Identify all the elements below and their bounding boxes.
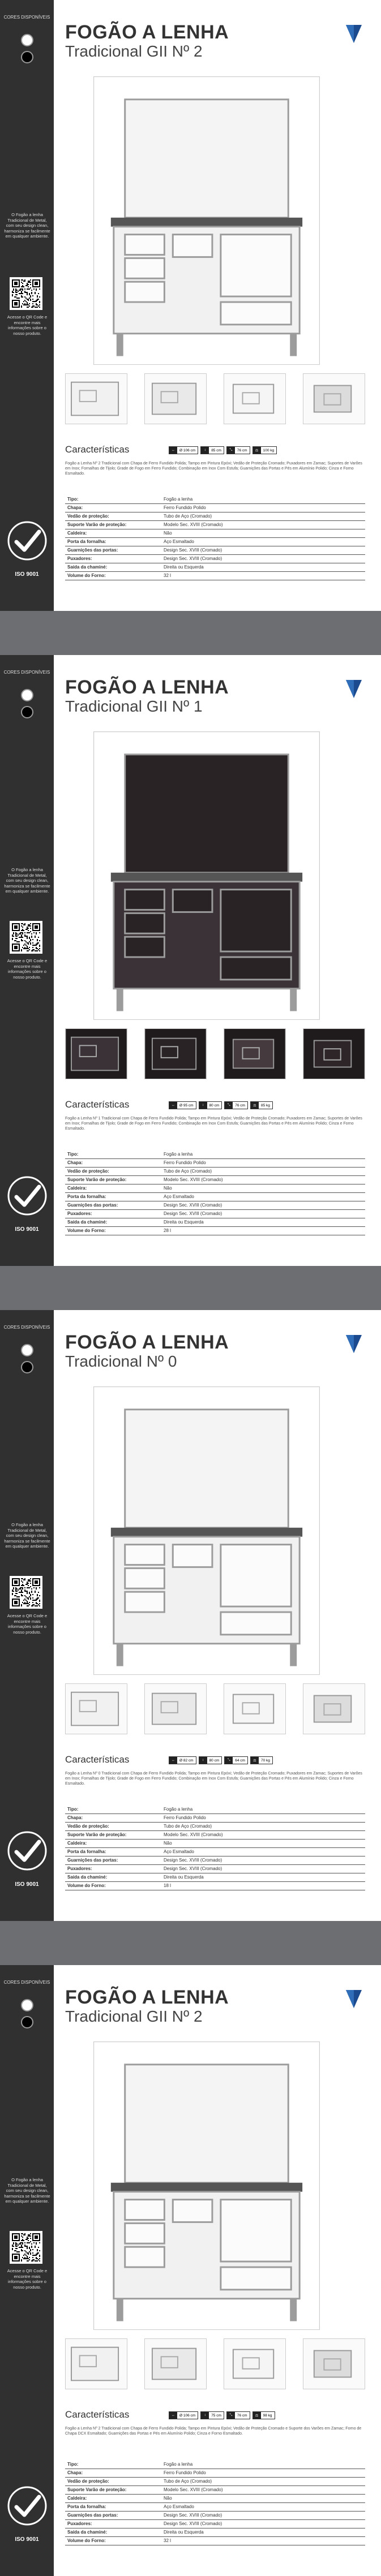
dimension-badge	[252, 446, 277, 454]
color-swatch-black[interactable]	[21, 1361, 33, 1373]
spec-value: Ferro Fundido Polido	[161, 2469, 365, 2477]
dimension-icon: ↔	[169, 1757, 177, 1764]
spec-key: Tipo:	[65, 1805, 161, 1813]
thumbnail-strip	[65, 1028, 365, 1079]
qr-code[interactable]	[10, 277, 42, 310]
spec-key: Saída da chaminé:	[65, 2528, 161, 2536]
dimension-value: 80 cm	[209, 1758, 220, 1763]
dimension-value: 98 kg	[263, 2413, 272, 2418]
dimension-icon: ↔	[169, 2412, 177, 2419]
spec-value: Tubo de Aço (Cromado)	[161, 512, 365, 520]
dimension-value: Ø 106 cm	[179, 448, 196, 453]
brand-logo-icon	[343, 1988, 365, 2010]
spec-value: Modelo Sec. XVIII (Cromado)	[161, 2485, 365, 2494]
product-description: Fogão a Lenha Nº 2 Tradicional com Chapa de Ferro Fundido Polida; Tampo em Pintura Epóxi; Vedão de Proteção Cromado e Suporte dos Varões em Zamac; Forno de Chapa DCX Esmaltado; Guarnições das Portas e Pés em Alumínio Polido; Cinza e Forno Esmaltado.	[65, 2427, 362, 2436]
spec-row	[65, 2519, 365, 2528]
iso-label: ISO 9001	[15, 1226, 39, 1233]
dimension-badge	[169, 446, 198, 454]
thumbnail-strip	[65, 1683, 365, 1734]
product-thumbnail[interactable]	[224, 2338, 286, 2389]
dimension-icon: ⚖	[251, 1102, 259, 1109]
sidebar-description: O Fogão a lenha Tradicional de Metal, com seu design clean, harmoniza se facilmente em qualquer ambiente.	[4, 212, 50, 239]
spec-key: Caldeira:	[65, 529, 161, 537]
thumbnail-strip	[65, 373, 365, 424]
dimension-icon: ⤡	[227, 2412, 235, 2419]
spec-key: Puxadores:	[65, 1864, 161, 1873]
spec-value: Fogão a lenha	[161, 1150, 365, 1158]
spec-key: Guarnições das portas:	[65, 546, 161, 554]
caracteristicas-heading: Características	[65, 1754, 130, 1765]
dimension-value: Ø 106 cm	[179, 2413, 196, 2418]
cores-label: CORES DISPONÍVEIS	[3, 670, 50, 675]
product-main-image	[93, 1386, 320, 1675]
dimension-value: 85 cm	[211, 448, 221, 453]
spec-key: Saída da chaminé:	[65, 1218, 161, 1226]
spec-row	[65, 1847, 365, 1856]
spec-row	[65, 512, 365, 520]
spec-row	[65, 1150, 365, 1158]
dimension-badge	[224, 1756, 248, 1764]
product-description: Fogão a Lenha Nº 2 Tradicional com Chapa de Ferro Fundido Polida; Tampo em Pintura Epóxi; Vedão de Proteção Cromado; Puxadores em Zamac; Suportes de Varões em Inox; Fornalhas de Tijolo; Grade de Fogo em Ferro Fundido; Combinação em Inox Com Estufa; Guarnições das Portas e Pés em Alumínio Polido; Cinza e Forno Esmaltado.	[65, 462, 362, 476]
dimension-icon: ↔	[169, 447, 177, 454]
color-swatch-black[interactable]	[21, 51, 33, 63]
spec-key: Tipo:	[65, 495, 161, 503]
dimension-value: 64 cm	[235, 1758, 245, 1763]
dimension-badge	[226, 2411, 250, 2419]
spec-row	[65, 1175, 365, 1184]
spec-row	[65, 1201, 365, 1209]
iso-check-icon	[7, 520, 48, 566]
spec-key: Guarnições das portas:	[65, 2511, 161, 2519]
dimension-value: Ø 82 cm	[179, 1758, 194, 1763]
sidebar-description: O Fogão a lenha Tradicional de Metal, com seu design clean, harmoniza se facilmente em qualquer ambiente.	[4, 2177, 50, 2204]
spec-value: Direita ou Esquerda	[161, 563, 365, 571]
spec-key: Vedão de proteção:	[65, 1167, 161, 1175]
product-description: Fogão a Lenha Nº 0 Tradicional com Chapa de Ferro Fundido Polida; Tampo em Pintura Epóxi; Vedão de Proteção Cromado; Puxadores em Zamac; Suportes de Varões em Inox; Fornalhas de Tijolo; Grade de Fogo em Ferro Fundido; Combinação em Inox Com Estufa; Guarnições das Portas e Pés em Alumínio Polido; Cinza e Forno Esmaltado.	[65, 1772, 362, 1786]
spec-value: Não	[161, 529, 365, 537]
product-thumbnail[interactable]	[303, 1028, 365, 1079]
dimension-value: Ø 95 cm	[179, 1103, 194, 1108]
spec-value: 28 l	[161, 1226, 365, 1235]
sidebar-description: O Fogão a lenha Tradicional de Metal, com seu design clean, harmoniza se facilmente em qualquer ambiente.	[4, 867, 50, 894]
dimension-icon: ⤡	[225, 1102, 233, 1109]
spec-key: Tipo:	[65, 1150, 161, 1158]
dimension-badge	[200, 2411, 224, 2419]
product-thumbnail[interactable]	[224, 1028, 286, 1079]
spec-key: Suporte Varão de proteção:	[65, 1175, 161, 1184]
spec-table	[65, 495, 365, 580]
product-subtitle: Tradicional GII Nº 2	[65, 2008, 203, 2025]
spec-row	[65, 1839, 365, 1847]
spec-value: Direita ou Esquerda	[161, 1873, 365, 1881]
qr-caption: Acesse o QR Code e encontre mais informações sobre o nosso produto.	[7, 958, 48, 980]
spec-row	[65, 1226, 365, 1235]
product-description: Fogão a Lenha Nº 1 Tradicional com Chapa de Ferro Fundido Polida; Tampo em Pintura Epóxi; Vedão de Proteção Cromado; Puxadores em Zamac; Suportes de Varões em Inox; Fornalhas de Tijolo; Grade de Fogo em Ferro Fundido; Combinação em Inox Com Estufa; Guarnições das Portas e Pés em Alumínio Polido; Cinza e Forno Esmaltado.	[65, 1117, 362, 1131]
product-main-image	[93, 731, 320, 1020]
product-page	[0, 1310, 381, 1921]
spec-row	[65, 2511, 365, 2519]
spec-table	[65, 2460, 365, 2545]
thumbnail-strip	[65, 2338, 365, 2389]
spec-value: 32 l	[161, 571, 365, 580]
product-page	[0, 655, 381, 1266]
spec-row	[65, 1805, 365, 1813]
product-thumbnail[interactable]	[303, 2338, 365, 2389]
dimension-badge	[252, 2411, 275, 2419]
dimension-value: 76 cm	[237, 2413, 247, 2418]
spec-key: Caldeira:	[65, 1839, 161, 1847]
spec-row	[65, 1167, 365, 1175]
spec-value: Aço Esmaltado	[161, 2502, 365, 2511]
spec-value: Modelo Sec. XVIII (Cromado)	[161, 520, 365, 529]
dimension-badge	[226, 446, 250, 454]
iso-check-icon	[7, 2485, 48, 2531]
spec-row	[65, 2469, 365, 2477]
dimension-value: 80 cm	[209, 1103, 220, 1108]
dimension-value: 70 kg	[260, 1758, 270, 1763]
brand-logo-icon	[343, 23, 365, 45]
cores-label: CORES DISPONÍVEIS	[3, 15, 50, 20]
product-thumbnail[interactable]	[65, 2338, 127, 2389]
sidebar	[0, 1965, 54, 2576]
product-thumbnail[interactable]	[144, 2338, 207, 2389]
dimension-badge	[250, 1756, 273, 1764]
spec-key: Chapa:	[65, 2469, 161, 2477]
product-thumbnail[interactable]	[303, 1683, 365, 1734]
spec-key: Suporte Varão de proteção:	[65, 1830, 161, 1839]
spec-value: Direita ou Esquerda	[161, 2528, 365, 2536]
spec-value: Modelo Sec. XVIII (Cromado)	[161, 1830, 365, 1839]
spec-value: Ferro Fundido Polido	[161, 1158, 365, 1167]
brand-logo-icon	[343, 678, 365, 700]
spec-key: Puxadores:	[65, 554, 161, 563]
spec-key: Porta da fornalha:	[65, 1192, 161, 1201]
product-thumbnail[interactable]	[144, 1028, 207, 1079]
spec-value: Design Sec. XVIII (Cromado)	[161, 1201, 365, 1209]
sidebar	[0, 655, 54, 1266]
spec-key: Volume do Forno:	[65, 2536, 161, 2545]
dimensions	[169, 1101, 273, 1109]
dimension-value: 85 kg	[260, 1103, 270, 1108]
spec-value: Fogão a lenha	[161, 495, 365, 503]
spec-row	[65, 1830, 365, 1839]
iso-label: ISO 9001	[15, 2536, 39, 2543]
color-swatch-white[interactable]	[21, 1344, 33, 1356]
spec-value: Design Sec. XVIII (Cromado)	[161, 1864, 365, 1873]
caracteristicas-heading: Características	[65, 1099, 130, 1110]
spec-row	[65, 2460, 365, 2469]
spec-key: Chapa:	[65, 1158, 161, 1167]
product-thumbnail[interactable]	[144, 1683, 207, 1734]
spec-value: Aço Esmaltado	[161, 1192, 365, 1201]
spec-value: Tubo de Aço (Cromado)	[161, 1167, 365, 1175]
product-main-image	[93, 2041, 320, 2330]
spec-row	[65, 1881, 365, 1890]
dimension-badge	[199, 1756, 222, 1764]
sidebar	[0, 0, 54, 611]
iso-check-icon	[7, 1830, 48, 1876]
dimension-badge	[169, 2411, 198, 2419]
dimension-icon: ↕	[201, 2412, 209, 2419]
spec-row	[65, 1184, 365, 1192]
product-title: FOGÃO A LENHA	[65, 677, 229, 698]
cores-label: CORES DISPONÍVEIS	[3, 1325, 50, 1330]
dimension-icon: ⚖	[253, 447, 261, 454]
spec-row	[65, 2477, 365, 2485]
spec-value: Ferro Fundido Polido	[161, 1813, 365, 1822]
product-subtitle: Tradicional Nº 0	[65, 1352, 177, 1370]
spec-key: Caldeira:	[65, 1184, 161, 1192]
sidebar-description: O Fogão a lenha Tradicional de Metal, com seu design clean, harmoniza se facilmente em qualquer ambiente.	[4, 1522, 50, 1549]
dimension-value: 75 cm	[211, 2413, 221, 2418]
spec-row	[65, 1158, 365, 1167]
spec-key: Guarnições das portas:	[65, 1201, 161, 1209]
spec-key: Volume do Forno:	[65, 571, 161, 580]
dimension-icon: ↕	[199, 1757, 207, 1764]
spec-row	[65, 554, 365, 563]
product-title: FOGÃO A LENHA	[65, 1987, 229, 2008]
dimension-icon: ⚖	[251, 1757, 259, 1764]
spec-row	[65, 563, 365, 571]
product-thumbnail[interactable]	[224, 1683, 286, 1734]
spec-row	[65, 520, 365, 529]
spec-value: Design Sec. XVIII (Cromado)	[161, 554, 365, 563]
spec-row	[65, 1218, 365, 1226]
qr-caption: Acesse o QR Code e encontre mais informações sobre o nosso produto.	[7, 1613, 48, 1635]
spec-row	[65, 1209, 365, 1218]
spec-row	[65, 1864, 365, 1873]
product-subtitle: Tradicional GII Nº 2	[65, 42, 203, 60]
spec-value: Não	[161, 1839, 365, 1847]
spec-value: 32 l	[161, 2536, 365, 2545]
spec-row	[65, 1856, 365, 1864]
dimension-icon: ⤡	[225, 1757, 233, 1764]
color-swatch-black[interactable]	[21, 706, 33, 718]
product-main-image	[93, 76, 320, 365]
product-thumbnail[interactable]	[65, 373, 127, 424]
dimension-value: 76 cm	[235, 1103, 245, 1108]
spec-table	[65, 1805, 365, 1890]
dimensions	[169, 2411, 275, 2419]
spec-value: Aço Esmaltado	[161, 537, 365, 546]
product-subtitle: Tradicional GII Nº 1	[65, 697, 203, 715]
spec-row	[65, 2494, 365, 2502]
spec-value: Design Sec. XVIII (Cromado)	[161, 1856, 365, 1864]
sidebar	[0, 1310, 54, 1921]
product-thumbnail[interactable]	[224, 373, 286, 424]
spec-key: Porta da fornalha:	[65, 2502, 161, 2511]
spec-key: Puxadores:	[65, 2519, 161, 2528]
spec-row	[65, 2485, 365, 2494]
spec-key: Vedão de proteção:	[65, 2477, 161, 2485]
spec-key: Suporte Varão de proteção:	[65, 520, 161, 529]
spec-value: Fogão a lenha	[161, 2460, 365, 2469]
spec-row	[65, 1813, 365, 1822]
spec-row	[65, 529, 365, 537]
spec-key: Puxadores:	[65, 1209, 161, 1218]
spec-value: Design Sec. XVIII (Cromado)	[161, 2519, 365, 2528]
spec-value: Ferro Fundido Polido	[161, 503, 365, 512]
caracteristicas-heading: Características	[65, 444, 130, 455]
dimension-value: 76 cm	[237, 448, 247, 453]
spec-row	[65, 1822, 365, 1830]
brand-logo-icon	[343, 1333, 365, 1355]
spec-value: Aço Esmaltado	[161, 1847, 365, 1856]
spec-value: Design Sec. XVIII (Cromado)	[161, 1209, 365, 1218]
dimension-badge	[250, 1101, 273, 1109]
qr-caption: Acesse o QR Code e encontre mais informações sobre o nosso produto.	[7, 315, 48, 336]
dimensions	[169, 1756, 273, 1764]
spec-value: Tubo de Aço (Cromado)	[161, 1822, 365, 1830]
spec-key: Suporte Varão de proteção:	[65, 2485, 161, 2494]
iso-label: ISO 9001	[15, 571, 39, 578]
dimension-badge	[199, 1101, 222, 1109]
spec-row	[65, 2528, 365, 2536]
spec-key: Vedão de proteção:	[65, 1822, 161, 1830]
dimensions	[169, 446, 277, 454]
caracteristicas-heading: Características	[65, 2409, 130, 2420]
product-thumbnail[interactable]	[65, 1683, 127, 1734]
iso-check-icon	[7, 1175, 48, 1221]
spec-row	[65, 571, 365, 580]
dimension-icon: ⚖	[253, 2412, 261, 2419]
spec-row	[65, 503, 365, 512]
color-swatch-white[interactable]	[21, 1999, 33, 2011]
spec-row	[65, 2502, 365, 2511]
product-page	[0, 0, 381, 611]
dimension-badge	[169, 1101, 196, 1109]
qr-code[interactable]	[10, 1576, 42, 1609]
spec-value: Não	[161, 2494, 365, 2502]
spec-key: Saída da chaminé:	[65, 563, 161, 571]
product-thumbnail[interactable]	[303, 373, 365, 424]
spec-value: 18 l	[161, 1881, 365, 1890]
cores-label: CORES DISPONÍVEIS	[3, 1980, 50, 1985]
product-thumbnail[interactable]	[65, 1028, 127, 1079]
spec-key: Porta da fornalha:	[65, 1847, 161, 1856]
spec-row	[65, 2536, 365, 2545]
spec-value: Direita ou Esquerda	[161, 1218, 365, 1226]
spec-key: Volume do Forno:	[65, 1881, 161, 1890]
product-title: FOGÃO A LENHA	[65, 1332, 229, 1353]
spec-table	[65, 1150, 365, 1235]
product-page	[0, 1965, 381, 2576]
spec-row	[65, 546, 365, 554]
dimension-badge	[200, 446, 224, 454]
spec-key: Caldeira:	[65, 2494, 161, 2502]
qr-code[interactable]	[10, 921, 42, 954]
spec-value: Modelo Sec. XVIII (Cromado)	[161, 1175, 365, 1184]
spec-key: Chapa:	[65, 503, 161, 512]
dimension-icon: ↔	[169, 1102, 177, 1109]
spec-key: Chapa:	[65, 1813, 161, 1822]
spec-value: Fogão a lenha	[161, 1805, 365, 1813]
spec-row	[65, 1192, 365, 1201]
spec-value: Design Sec. XVIII (Cromado)	[161, 546, 365, 554]
qr-caption: Acesse o QR Code e encontre mais informações sobre o nosso produto.	[7, 2268, 48, 2290]
spec-key: Saída da chaminé:	[65, 1873, 161, 1881]
spec-key: Volume do Forno:	[65, 1226, 161, 1235]
color-swatch-black[interactable]	[21, 2016, 33, 2028]
color-swatch-white[interactable]	[21, 689, 33, 701]
spec-key: Guarnições das portas:	[65, 1856, 161, 1864]
spec-value: Tubo de Aço (Cromado)	[161, 2477, 365, 2485]
iso-label: ISO 9001	[15, 1881, 39, 1888]
spec-key: Porta da fornalha:	[65, 537, 161, 546]
spec-row	[65, 1873, 365, 1881]
spec-key: Tipo:	[65, 2460, 161, 2469]
product-thumbnail[interactable]	[144, 373, 207, 424]
product-title: FOGÃO A LENHA	[65, 21, 229, 43]
qr-code[interactable]	[10, 2231, 42, 2264]
color-swatch-white[interactable]	[21, 34, 33, 46]
spec-value: Design Sec. XVIII (Cromado)	[161, 2511, 365, 2519]
dimension-icon: ↕	[199, 1102, 207, 1109]
dimension-icon: ↕	[201, 447, 209, 454]
dimension-icon: ⤡	[227, 447, 235, 454]
spec-row	[65, 495, 365, 503]
dimension-value: 100 kg	[263, 448, 275, 453]
spec-value: Não	[161, 1184, 365, 1192]
spec-key: Vedão de proteção:	[65, 512, 161, 520]
dimension-badge	[169, 1756, 196, 1764]
spec-row	[65, 537, 365, 546]
dimension-badge	[224, 1101, 248, 1109]
